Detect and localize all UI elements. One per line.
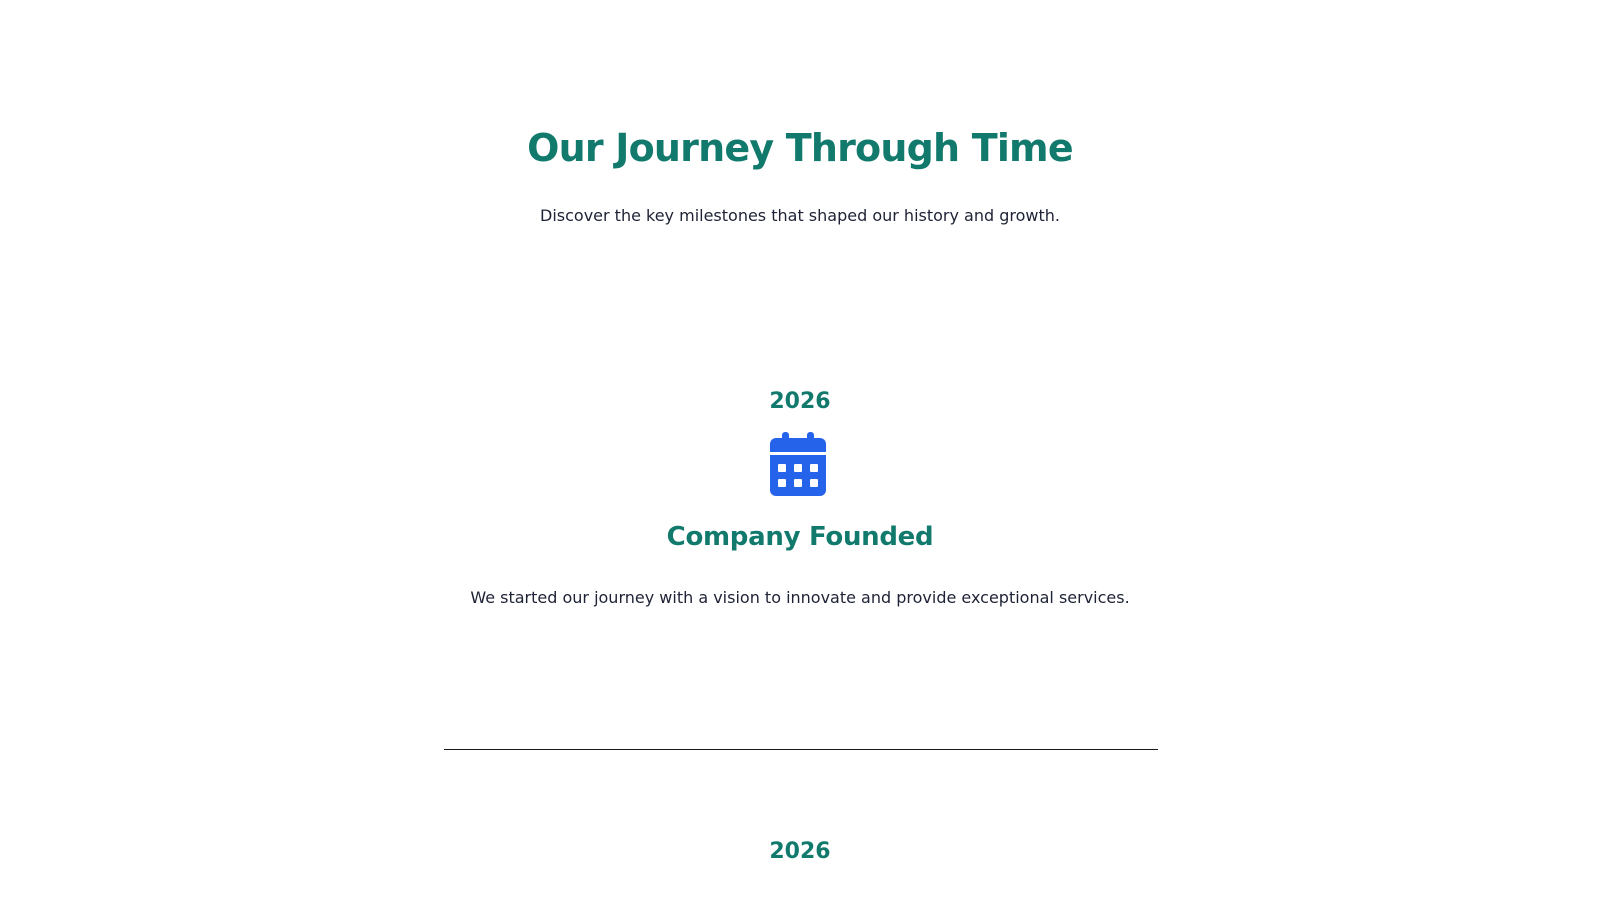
calendar-icon [770,432,826,496]
milestone-description: We started our journey with a vision to innovate and provide exceptional services. [470,588,1130,607]
page-subtitle: Discover the key milestones that shaped our history and growth. [540,206,1060,225]
milestone-title: Company Founded [666,522,934,552]
milestone-year: 2026 [769,389,831,414]
milestone-year: 2026 [769,839,831,864]
timeline-divider [444,749,1158,750]
page-title: Our Journey Through Time [527,126,1073,170]
